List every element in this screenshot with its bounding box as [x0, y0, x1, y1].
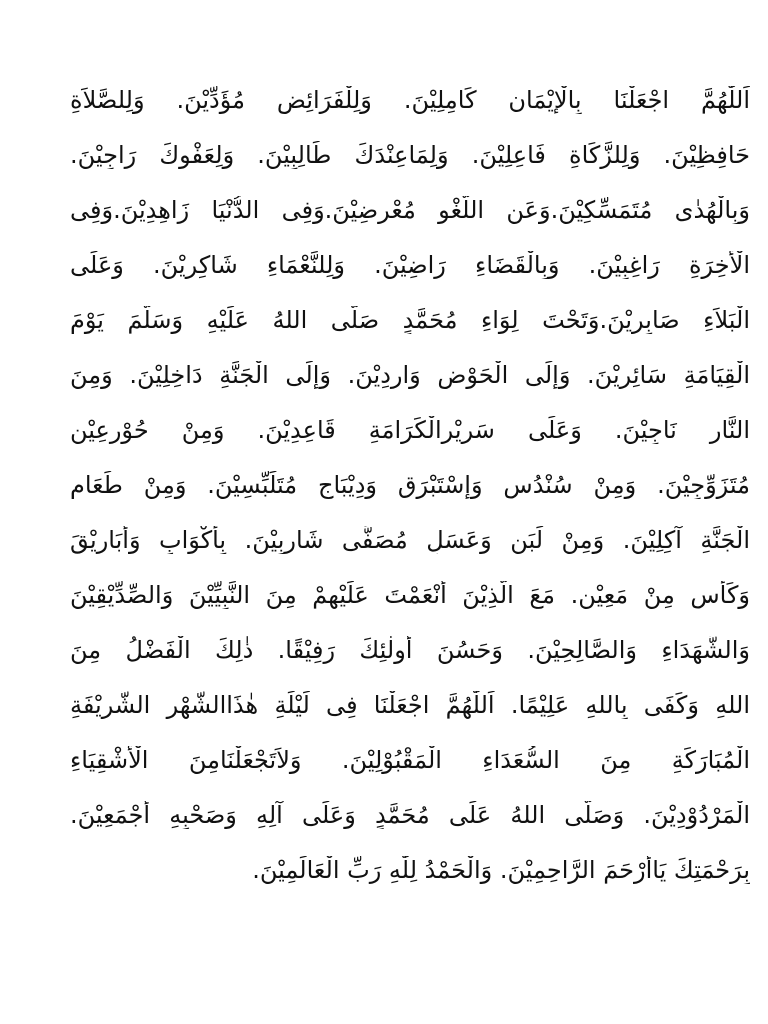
text-line — [70, 182, 750, 237]
line-text: الْأٰخِرَةِ رَاغِبِيْنَ. وَبِالْقَضَاءِ رَاضِيْنَ. وَلِلنَّعْمَاءِ شَاكِرِيْنَ. وَعَلَى — [70, 250, 750, 279]
line-text: وَبِالْهُدٰى مُتَمَسِّكِيْنَ.وَعَنِ اللَّغْوِ مُعْرِضِيْنَ.وَفِى الدُّنْيَا زَاهِدِيْنَ.وَفِى — [70, 195, 750, 224]
line-text: الْمَرْدُوْدِيْنَ. وَصَلَّى اللهُ عَلَى مُحَمَّدٍ وَعَلَى آلِهِ وَصَحْبِهِ أَجْمَعِيْنَ. — [70, 800, 750, 829]
line-text: وَالشُّهَدَاءِ وَالصَّالِحِيْنَ. وَحَسُنَ أُولٰئِكَ رَفِيْقًا. ذٰلِكَ الْفَضْلُ مِنَ — [70, 635, 750, 664]
line-text: اَللّٰهُمَّ اجْعَلْنَا بِالْإِيْمَانِ كَامِلِيْنَ. وَلِلْفَرَائِضِ مُؤَدِّيْنَ. وَلِلصَّلاَةِ — [70, 85, 750, 114]
text-line — [70, 347, 750, 402]
line-text: الْجَنَّةِ آكِلِيْنَ. وَمِنْ لَبَنٍ وَعَسَلٍ مُصَفًّى شَارِبِيْنَ. بِأَكْوَابٍ وَأَبَارِيْقَ — [70, 525, 750, 554]
text-line — [70, 787, 750, 842]
line-text: مُتَزَوِّجِيْنَ. وَمِنْ سُنْدُسٍ وَإِسْتَبْرَقٍ وَدِيْبَاجٍ مُتَلَبِّسِيْنَ. وَمِنْ طَعَامِ — [70, 470, 750, 499]
text-line — [70, 402, 750, 457]
text-line — [70, 292, 750, 347]
text-line — [70, 622, 750, 677]
line-text: وَكَأْسٍ مِنْ مَعِيْنٍ. مَعَ الَّذِيْنَ أَنْعَمْتَ عَلَيْهِمْ مِنَ النَّبِيِّيْنَ وَالصِّدِّيْقِيْنَ — [70, 580, 750, 609]
text-line — [70, 127, 750, 182]
text-line — [70, 732, 750, 787]
text-line — [70, 512, 750, 567]
line-text: بِرَحْمَتِكَ يَاأَرْحَمَ الرَّاحِمِيْنَ. وَالْحَمْدُ لِلّٰهِ رَبِّ الْعَالَمِيْنَ. — [252, 855, 750, 884]
text-line — [70, 677, 750, 732]
text-line — [70, 237, 750, 292]
text-line — [70, 457, 750, 512]
line-text: اللهِ وَكَفَى بِاللهِ عَلِيْمًا. اَللّٰهُمَّ اجْعَلْنَا فِى لَيْلَةِ هٰذَاالشَّهْرِ الشَّرِيْفَةِ — [70, 690, 750, 719]
text-line — [70, 567, 750, 622]
line-text: النَّارِ نَاجِيْنَ. وَعَلَى سَرِيْرِالْكَرَامَةِ قَاعِدِيْنَ. وَمِنْ حُوْرٍعِيْنٍ — [70, 415, 750, 444]
text-line-last — [70, 842, 750, 897]
arabic-text-block — [70, 72, 750, 897]
line-text: الْمُبَارَكَةِ مِنَ السُّعَدَاءِ الْمَقْبُوْلِيْنَ. وَلاَتَجْعَلْنَامِنَ الْأَشْقِيَاءِ — [70, 745, 750, 774]
text-line — [70, 72, 750, 127]
line-text: الْبَلاَءِ صَابِرِيْنَ.وَتَحْتَ لِوَاءِ مُحَمَّدٍ صَلَّى اللهُ عَلَيْهِ وَسَلَّمَ يَوْمَ — [70, 305, 750, 334]
line-text: حَافِظِيْنَ. وَلِلزَّكَاةِ فَاعِلِيْنَ. وَلِمَاعِنْدَكَ طَالِبِيْنَ. وَلِعَفْوِكَ رَاجِيْنَ. — [70, 140, 750, 169]
line-text: الْقِيَامَةِ سَائِرِيْنَ. وَإِلَى الْحَوْضِ وَارِدِيْنَ. وَإِلَى الْجَنَّةِ دَاخِلِيْنَ. وَمِنَ — [70, 360, 750, 389]
